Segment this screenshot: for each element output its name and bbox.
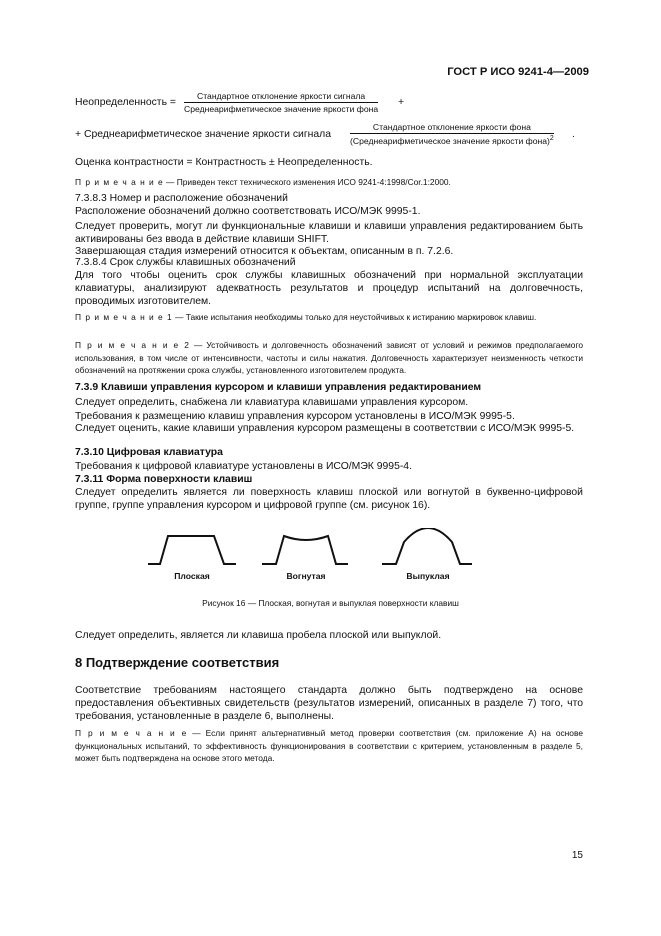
section-7310-p1: Требования к цифровой клавиатуре установлены в ИСО/МЭК 9995-4. bbox=[75, 461, 412, 472]
figure-label-convex: Выпуклая bbox=[406, 571, 450, 581]
section-7311-p1: Следует определить является ли поверхность клавиш плоской или вогнутой в буквенно-цифровой группе, группе управления курсором и цифровой группе (см. рисунок 16). bbox=[75, 487, 583, 512]
fraction-denominator bbox=[350, 134, 554, 146]
formula-plus: + bbox=[398, 97, 405, 108]
formula-signal-fraction bbox=[350, 122, 554, 146]
section-7383-p3: Завершающая стадия измерений относится к объектам, описанным в п. 7.2.6. bbox=[75, 246, 454, 257]
section-739-p2: Требования к размещению клавиш управления курсором установлены в ИСО/МЭК 9995-5. bbox=[75, 411, 515, 422]
fraction-denominator: Среднеарифметическое значение яркости фона bbox=[184, 104, 379, 114]
convex-key-shape bbox=[382, 528, 472, 564]
figure-caption: Рисунок 16 — Плоская, вогнутая и выпуклая поверхности клавиш bbox=[202, 598, 459, 608]
flat-key-shape bbox=[148, 536, 236, 564]
exponent: 2 bbox=[549, 135, 554, 142]
fraction-numerator: Стандартное отклонение яркости фона bbox=[350, 122, 554, 134]
key-surface-figure bbox=[0, 528, 661, 598]
after-figure-paragraph: Следует определить, является ли клавиша пробела плоской или выпуклой. bbox=[75, 630, 442, 641]
section-7311-title: 7.3.11 Форма поверхности клавиш bbox=[75, 474, 253, 485]
fraction-numerator: Стандартное отклонение яркости сигнала bbox=[184, 91, 378, 103]
section-8-p1: Соответствие требованиям настоящего стандарта должно быть подтверждено на основе предоставления объективных свидетельств (результатов измерений, описанных в разделе 7) того, что требования, установленные в разделе 6, выполнены. bbox=[75, 685, 583, 723]
note-label: П р и м е ч а н и е bbox=[75, 728, 188, 738]
note-text: — Устойчивость и долговечность обозначений зависят от условий и режимов предполагаемого использования, в том числе от интенсивности, частоты и силы нажатия. Долговечность характеризует неизменность четкости обозначений на протяжении срока службы, установленного изготовителем продукта. bbox=[75, 340, 583, 376]
note-text: — Такие испытания необходимы только для неустойчивых к истиранию маркировок клавиш. bbox=[172, 312, 537, 322]
formula-uncertainty-fraction bbox=[184, 91, 378, 114]
section-7383-p2: Следует проверить, могут ли функциональные клавиши и клавиши управления редактированием быть активированы без ввода в действие клавиши SHIFT. bbox=[75, 221, 583, 246]
formula-end: . bbox=[572, 129, 575, 140]
formula-contrast: Оценка контрастности = Контрастность ± Неопределенность. bbox=[75, 157, 373, 168]
figure-label-flat: Плоская bbox=[174, 571, 210, 581]
formula-signal-mean: + Среднеарифметическое значение яркости сигнала bbox=[75, 129, 332, 140]
section-7384-title: 7.3.8.4 Срок службы клавишных обозначений bbox=[75, 257, 296, 268]
note-text: — Приведен текст технического изменения ИСО 9241-4:1998/Cor.1:2000. bbox=[163, 177, 451, 187]
section-7384-p1: Для того чтобы оценить срок службы клавишных обозначений при нормальной эксплуатации клавиатуры, анализируют адекватность результатов и процедур испытаний на долговечность, проводимых изготовителем. bbox=[75, 270, 583, 308]
section-7310-title: 7.3.10 Цифровая клавиатура bbox=[75, 447, 223, 458]
formula-uncertainty-lhs: Неопределенность = bbox=[75, 97, 176, 108]
section-739-p1: Следует определить, снабжена ли клавиатура клавишами управления курсором. bbox=[75, 397, 469, 408]
section-7383-p1: Расположение обозначений должно соответствовать ИСО/МЭК 9995-1. bbox=[75, 206, 421, 217]
concave-key-shape bbox=[262, 536, 348, 564]
section-8-title: 8 Подтверждение соответствия bbox=[75, 655, 280, 670]
section-8-note bbox=[75, 727, 583, 765]
page-number: 15 bbox=[571, 850, 583, 861]
denominator-text: (Среднеарифметическое значение яркости фона) bbox=[350, 135, 550, 146]
section-739-p3: Следует оценить, какие клавиши управления курсором размещены в соответствии с ИСО/МЭК 9995-5. bbox=[75, 423, 575, 434]
note-label: П р и м е ч а н и е bbox=[75, 177, 164, 187]
note-text: — Если принят альтернативный метод проверки соответствия (см. приложение А) на основе функциональных испытаний, то эффективность функционирования в соответствии с критерием, установленным в разделе 5, может быть подтверждена на основе этого метода. bbox=[75, 728, 583, 764]
section-7384-note1 bbox=[75, 311, 583, 324]
note-label: П р и м е ч а н и е 1 bbox=[75, 312, 173, 322]
section-7384-note2 bbox=[75, 339, 583, 377]
section-7383-title: 7.3.8.3 Номер и расположение обозначений bbox=[75, 193, 288, 204]
section-739-title: 7.3.9 Клавиши управления курсором и клавиши управления редактированием bbox=[75, 382, 482, 393]
document-header: ГОСТ Р ИСО 9241-4—2009 bbox=[447, 66, 589, 78]
note-tech-change bbox=[75, 176, 583, 189]
note-label: П р и м е ч а н и е 2 bbox=[75, 340, 190, 350]
figure-label-concave: Вогнутая bbox=[286, 571, 326, 581]
